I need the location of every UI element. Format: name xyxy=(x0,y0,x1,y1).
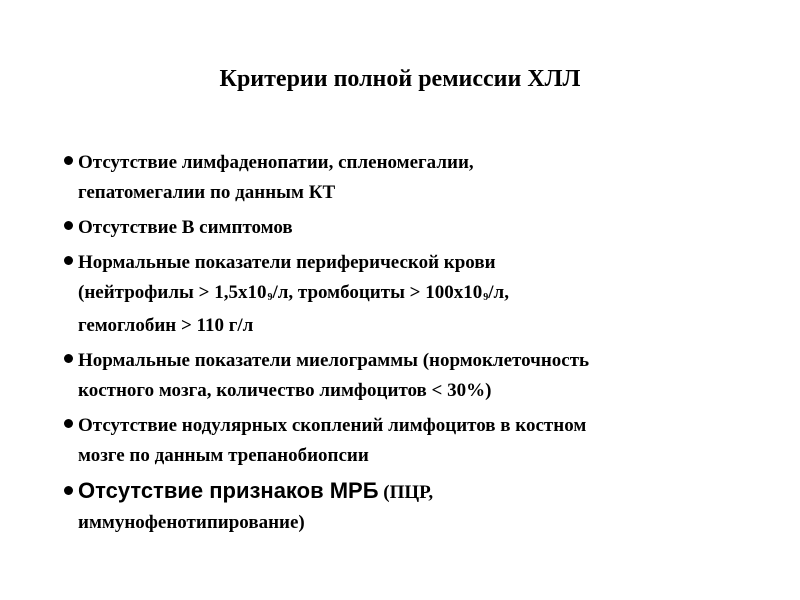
bullet-icon xyxy=(64,486,73,495)
text-fragment: /л, тромбоциты > 100х10 xyxy=(272,282,483,303)
list-item-line: гемоглобин > 110 г/л xyxy=(78,315,254,336)
text-fragment: (нейтрофилы > 1,5х10 xyxy=(78,282,267,303)
superscript: 9 xyxy=(483,292,489,303)
superscript: 9 xyxy=(267,292,273,303)
list-item-line xyxy=(78,476,790,508)
list-item xyxy=(0,248,790,341)
criteria-list xyxy=(0,148,790,543)
bullet-icon xyxy=(64,221,73,230)
list-item-line xyxy=(78,278,790,311)
list-item-line: Нормальные показатели периферической крови xyxy=(78,252,496,273)
list-item xyxy=(0,213,790,243)
text-fragment: (ПЦР, xyxy=(378,482,434,503)
list-item-line: Отсутствие B симптомов xyxy=(78,217,293,238)
emphasis-text: Отсутствие признаков МРБ xyxy=(78,478,379,503)
list-item-line: Отсутствие лимфаденопатии, спленомегалии, xyxy=(78,152,474,173)
list-item xyxy=(0,346,790,406)
bullet-icon xyxy=(64,256,73,265)
list-item-line: гепатомегалии по данным КТ xyxy=(78,182,336,203)
bullet-icon xyxy=(64,156,73,165)
list-item xyxy=(0,476,790,538)
list-item-line: костного мозга, количество лимфоцитов < 30%) xyxy=(78,380,492,401)
bullet-icon xyxy=(64,419,73,428)
slide-title: Критерии полной ремиссии ХЛЛ xyxy=(219,66,581,92)
list-item xyxy=(0,411,790,471)
list-item-line: иммунофенотипирование) xyxy=(78,512,305,533)
text-fragment: /л, xyxy=(488,282,509,303)
list-item xyxy=(0,148,790,208)
list-item-line: Нормальные показатели миелограммы (нормоклеточность xyxy=(78,350,590,371)
list-item-line: Отсутствие нодулярных скоплений лимфоцитов в костном xyxy=(78,415,587,436)
list-item-line: мозге по данным трепанобиопсии xyxy=(78,445,369,466)
bullet-icon xyxy=(64,354,73,363)
